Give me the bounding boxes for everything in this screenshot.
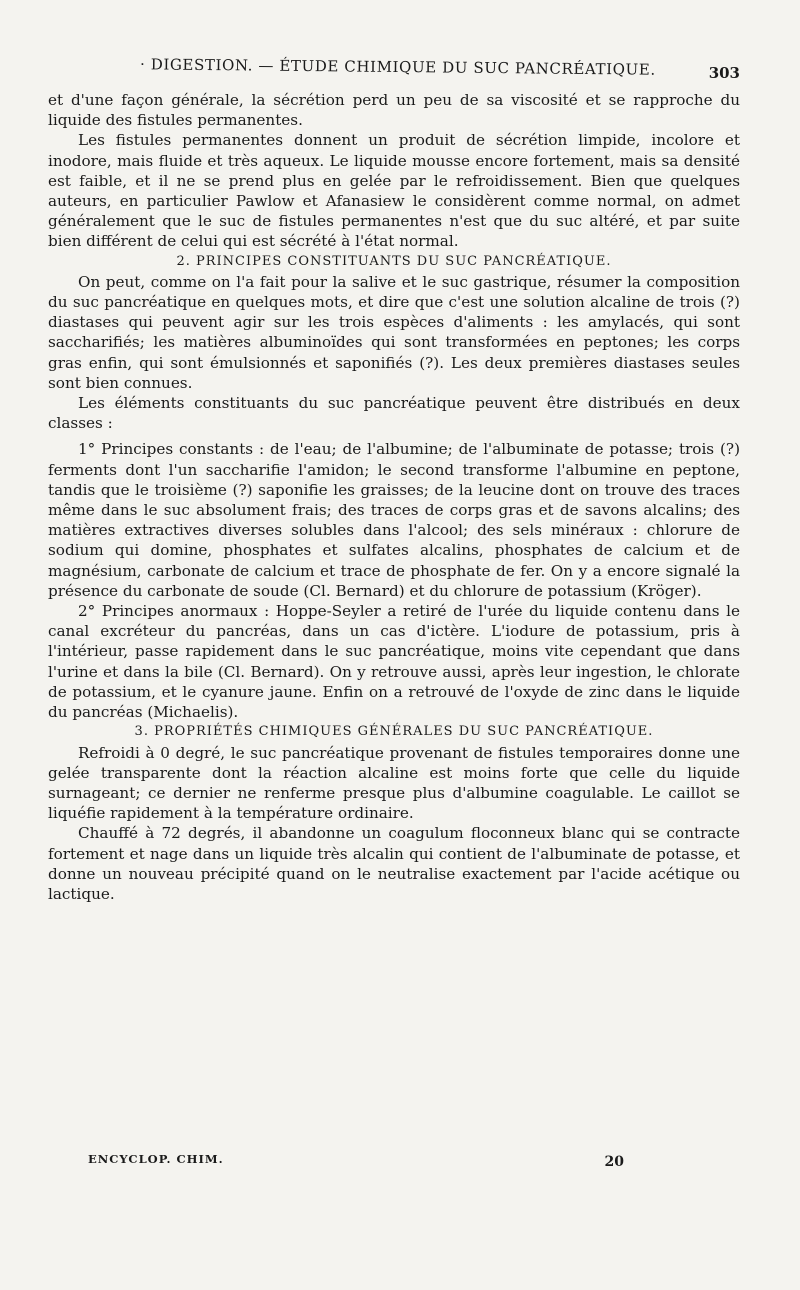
paragraph-classes: Les éléments constituants du suc pancréatique peuvent être distribués en deux classes : xyxy=(48,394,740,433)
page-number: 303 xyxy=(708,64,740,82)
paragraph-principes-constants: 1° Principes constants : de l'eau; de l'albumine; de l'albuminate de potasse; trois (?) ferments dont l'un saccharifie l'amidon; le second transforme l'albumine en peptone, tandis que le troisième (?) saponifie les graisses; de la leucine dont on trouve des traces même dans le suc absolument frais; des traces de corps gras et de savons alcalins; des matières extractives diverses solubles dans l'alcool; des sels minéraux : chlorure de sodium qui domine, phosphates et sulfates alcalins, phosphates de calcium et de magnésium, carbonate de calcium et trace de phosphate de fer. On y a encore signalé la présence du carbonate de soude (Cl. Bernard) et du chlorure de potassium (Kröger). xyxy=(48,440,740,600)
section-heading-principes: 2. PRINCIPES CONSTITUANTS DU SUC PANCRÉATIQUE. xyxy=(176,253,612,269)
running-head: · DIGESTION. — ÉTUDE CHIMIQUE DU SUC PANCRÉATIQUE. xyxy=(139,55,656,79)
paragraph-refroidi: Refroidi à 0 degré, le suc pancréatique provenant de fistules temporaires donne une gelée transparente dont la réaction alcaline est moins forte que celle du liquide surnageant; ce dernier ne renferme presque plus d'albumine coagulable. Le caillot se liquéfie rapidement à la température ordinaire. xyxy=(48,743,740,823)
paragraph-principes-anormaux: 2° Principes anormaux : Hoppe-Seyler a retiré de l'urée du liquide contenu dans le canal excréteur du pancréas, dans un cas d'ictère. L'iodure de potassium, pris à l'intérieur, passe rapidement dans le suc pancréatique, moins vite cependant que dans l'urine et dans la bile (Cl. Bernard). On y retrouve aussi, après leur ingestion, le chlorate de potassium, et le cyanure jaune. Enfin on a retrouvé de l'oxyde de zinc dans le liquide du pancréas (Michaelis). xyxy=(48,602,740,722)
page-header xyxy=(48,55,740,86)
paragraph-chauffe: Chauffé à 72 degrés, il abandonne un coagulum floconneux blanc qui se contracte fortement et nage dans un liquide très alcalin qui contient de l'albuminate de potasse, et donne un nouveau précipité quand on le neutralise exactement par l'acide acétique ou lactique. xyxy=(48,824,740,903)
sheet-number: 20 xyxy=(604,1154,624,1170)
paragraph-continuation: et d'une façon générale, la sécrétion perd un peu de sa viscosité et se rapproche du liquide des fistules permanentes. xyxy=(48,91,740,130)
page-body xyxy=(48,90,740,904)
printer-signature: ENCYCLOP. CHIM. xyxy=(88,1152,224,1166)
paragraph-composition: On peut, comme on l'a fait pour la salive et le suc gastrique, résumer la composition du suc pancréatique en quelques mots, et dire que c'est une solution alcaline de trois (?) diastases qui peuvent agir sur les trois espèces d'aliments : les amylacés, qui sont saccharifiés; les matières albuminoïdes qui sont transformées en peptones; les corps gras enfin, qui sont émulsionnés et saponifiés (?). Les deux premières diastases seules sont bien connues. xyxy=(48,272,740,392)
paragraph-fistules-permanentes: Les fistules permanentes donnent un produit de sécrétion limpide, incolore et inodore, mais fluide et très aqueux. Le liquide mousse encore fortement, mais sa densité est faible, et il ne se prend plus en gelée par le refroidissement. Bien que quelques auteurs, en particulier Pawlow et Afanasiew le considèrent comme normal, on admet généralement que le suc de fistules permanentes n'est que du suc altéré, et par suite bien différent de celui qui est sécrété à l'état normal. xyxy=(48,131,740,251)
page-footer xyxy=(48,1152,740,1174)
section-heading-proprietes: 3. PROPRIÉTÉS CHIMIQUES GÉNÉRALES DU SUC PANCRÉATIQUE. xyxy=(134,724,654,740)
